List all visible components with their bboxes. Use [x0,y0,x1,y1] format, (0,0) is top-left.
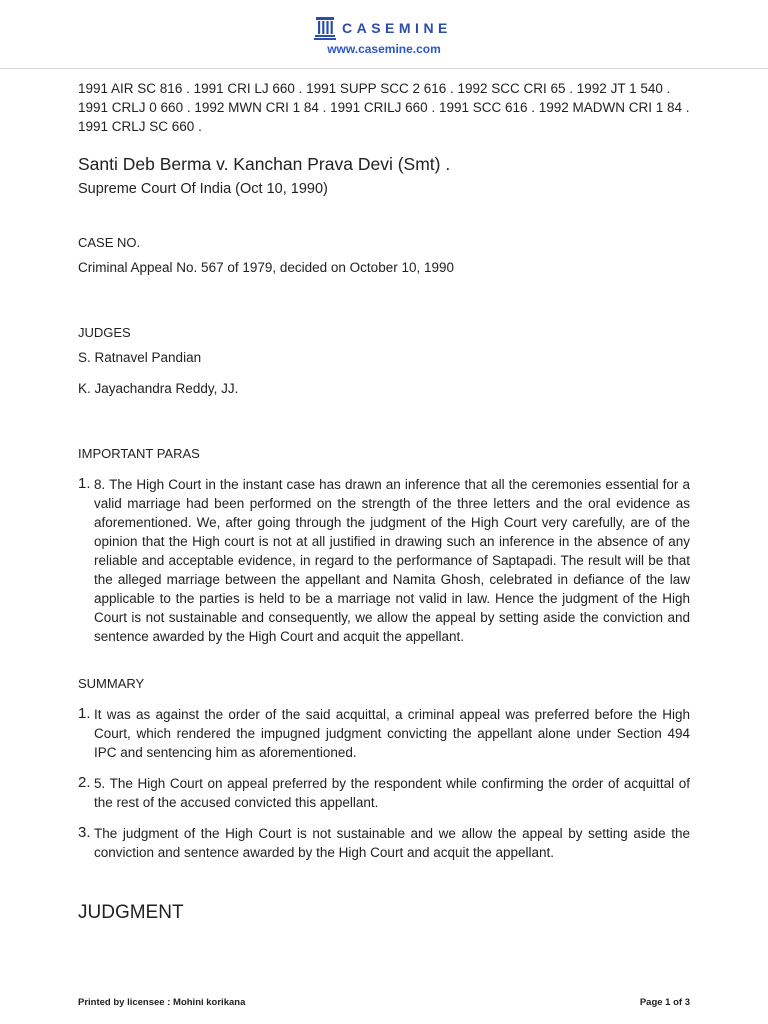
judges-label: JUDGES [78,325,131,340]
courthouse-icon [314,16,336,40]
list-item [78,705,690,762]
case-no-value: Criminal Appeal No. 567 of 1979, decided on October 10, 1990 [78,260,455,275]
summary-label: SUMMARY [78,676,145,691]
list-item [78,824,690,862]
document-body [78,79,690,925]
court-and-date: Supreme Court Of India (Oct 10, 1990) [78,181,328,197]
list-item [78,475,690,646]
list-number: 2. [78,774,91,791]
site-url-link[interactable]: www.casemine.com [327,42,441,56]
list-number: 1. [78,705,91,722]
list-item-text: It was as against the order of the said acquittal, a criminal appeal was preferred before the High Court, which rendered the impugned judgment convicting the appellant alone under Section 494 IPC and sentencing him as aforementioned. [94,707,690,760]
page-footer [78,997,690,1008]
page-number: Page 1 of 3 [639,997,690,1008]
judgment-heading: JUDGMENT [78,902,184,923]
list-item-text: The judgment of the High Court is not sustainable and we allow the appeal by setting aside the conviction and sentence awarded by the High Court and acquit the appellant. [94,826,690,860]
judge-name: K. Jayachandra Reddy, JJ. [78,381,239,396]
important-paras-list [78,475,690,646]
list-number: 1. [78,475,91,492]
list-number: 3. [78,824,91,841]
judge-name: S. Ratnavel Pandian [78,350,202,365]
casemine-logo[interactable] [314,16,452,40]
citations: 1991 AIR SC 816 . 1991 CRI LJ 660 . 1991 SUPP SCC 2 616 . 1992 SCC CRI 65 . 1992 JT 1 540 . 1991 CRLJ 0 660 . 1992 MWN CRI 1 84 . 1991 CRILJ 660 . 1991 SCC 616 . 1992 MADWN CRI 1 84 . 1991 CRLJ SC 660 . [78,81,690,134]
list-item [78,774,690,812]
case-no-label: CASE NO. [78,235,141,250]
page-header [0,0,768,69]
brand-name: CASEMINE [342,20,452,36]
printed-by: Printed by licensee : Mohini korikana [78,997,246,1008]
list-item-text: 5. The High Court on appeal preferred by the respondent while confirming the order of acquittal of the rest of the accused convicted this appellant. [94,776,690,810]
important-paras-label: IMPORTANT PARAS [78,446,200,461]
case-title: Santi Deb Berma v. Kanchan Prava Devi (Smt) . [78,154,451,174]
summary-list [78,705,690,862]
list-item-text: 8. The High Court in the instant case has drawn an inference that all the ceremonies essential for a valid marriage had been performed on the strength of the three letters and the oral evidence as aforementioned. We, after going through the judgment of the High Court very carefully, are of the opinion that the High court is not at all justified in drawing such an inference in the absence of any reliable and acceptable evidence, in regard to the performance of Saptapadi. The result will be that the alleged marriage between the appellant and Namita Ghosh, celebrated in defiance of the law applicable to the parties is held to be a marriage not valid in law. Hence the judgment of the High Court is not sustainable and consequently, we allow the appeal by setting aside the conviction and sentence awarded by the High Court and acquit the appellant. [94,477,690,644]
